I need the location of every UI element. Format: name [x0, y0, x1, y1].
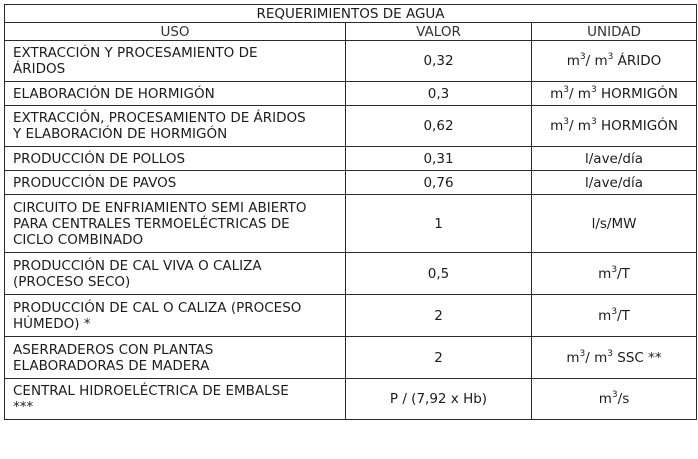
table-row: [5, 195, 697, 253]
cell-uso: [5, 337, 346, 379]
table-row: [5, 379, 697, 420]
cell-unidad: [532, 337, 697, 379]
unidad-pre: m: [598, 307, 612, 324]
table-row: [5, 147, 697, 171]
unidad-sup2: 3: [607, 348, 613, 359]
unidad-pre: m: [550, 118, 564, 134]
table-title: REQUERIMIENTOS DE AGUA: [5, 5, 697, 23]
cell-uso: [5, 82, 346, 106]
table-row: [5, 171, 697, 195]
unidad-post: / m: [568, 85, 591, 102]
cell-valor: 0,62: [346, 106, 532, 147]
cell-uso: [5, 41, 346, 82]
uso-line: ELABORADORAS DE MADERA: [13, 357, 210, 374]
uso-line: CICLO COMBINADO: [13, 231, 144, 248]
cell-uso: [5, 253, 346, 295]
table-row: [5, 253, 697, 295]
cell-unidad: [532, 171, 697, 195]
unidad-sup2: 3: [590, 84, 597, 95]
uso-line: CENTRAL HIDROELÉCTRICA DE EMBALSE: [13, 383, 289, 399]
unidad-post: / m: [568, 118, 591, 134]
unidad-post: / m: [585, 53, 608, 69]
unidad-pre: m: [598, 391, 612, 407]
water-requirements-table: [4, 4, 697, 420]
unidad-pre: l/ave/día: [585, 150, 644, 167]
cell-unidad: [532, 106, 697, 147]
unidad-sup2: 3: [590, 117, 597, 127]
unidad-pre: l/ave/día: [585, 174, 644, 191]
unidad-sup: 3: [563, 84, 569, 95]
cell-valor: 1: [346, 195, 532, 253]
uso-line: EXTRACCIÓN Y PROCESAMIENTO DE: [13, 45, 258, 61]
unidad-sup: 3: [611, 306, 618, 317]
cell-valor: P / (7,92 x Hb): [346, 379, 532, 420]
uso-line: PARA CENTRALES TERMOELÉCTRICAS DE: [13, 215, 290, 232]
unidad-post2: HORMIGÓN: [596, 85, 678, 102]
unidad-post2: SSC **: [612, 349, 662, 366]
unidad-post: /s: [617, 391, 630, 407]
cell-valor: 0,31: [346, 147, 532, 171]
unidad-sup: 3: [563, 117, 569, 127]
unidad-pre: m: [566, 53, 580, 69]
uso-line: PRODUCCIÓN DE POLLOS: [13, 150, 186, 167]
unidad-pre: m: [598, 265, 612, 282]
cell-valor: 0,32: [346, 41, 532, 82]
table-row: [5, 337, 697, 379]
cell-unidad: [532, 147, 697, 171]
cell-uso: [5, 295, 346, 337]
cell-unidad: [532, 379, 697, 420]
unidad-sup: 3: [579, 348, 586, 359]
unidad-post2: ÁRIDO: [613, 53, 662, 69]
header-valor: VALOR: [346, 23, 532, 41]
cell-valor: 2: [346, 295, 532, 337]
cell-unidad: [532, 82, 697, 106]
unidad-sup: 3: [579, 52, 586, 62]
unidad-pre: m: [566, 349, 580, 366]
cell-uso: [5, 106, 346, 147]
cell-uso: [5, 171, 346, 195]
cell-valor: 0,5: [346, 253, 532, 295]
uso-line: ASERRADEROS CON PLANTAS: [13, 341, 214, 358]
unidad-post: /T: [617, 307, 630, 324]
uso-line: ELABORACIÓN DE HORMIGÓN: [13, 85, 215, 102]
table-row: [5, 106, 697, 147]
table-body: [5, 41, 697, 420]
cell-unidad: [532, 295, 697, 337]
uso-line: Y ELABORACIÓN DE HORMIGÓN: [13, 126, 228, 142]
cell-uso: [5, 195, 346, 253]
unidad-sup: 3: [611, 390, 618, 400]
header-uso: USO: [5, 23, 346, 41]
unidad-post: /T: [617, 265, 630, 282]
unidad-pre: l/s/MW: [591, 215, 637, 232]
uso-line: CIRCUITO DE ENFRIAMIENTO SEMI ABIERTO: [13, 199, 307, 216]
cell-unidad: [532, 41, 697, 82]
uso-line: PRODUCCIÓN DE PAVOS: [13, 174, 177, 191]
unidad-sup2: 3: [607, 52, 614, 62]
cell-unidad: [532, 253, 697, 295]
header-unidad: UNIDAD: [532, 23, 697, 41]
cell-unidad: [532, 195, 697, 253]
table-row: [5, 41, 697, 82]
unidad-pre: m: [550, 85, 564, 102]
cell-valor: 0,76: [346, 171, 532, 195]
uso-line: (PROCESO SECO): [13, 273, 131, 290]
cell-uso: [5, 379, 346, 420]
table-row: [5, 82, 697, 106]
unidad-sup: 3: [611, 264, 618, 275]
uso-line: PRODUCCIÓN DE CAL O CALIZA (PROCESO: [13, 299, 302, 316]
uso-line: EXTRACCIÓN, PROCESAMIENTO DE ÁRIDOS: [13, 110, 306, 126]
table-row: [5, 295, 697, 337]
unidad-post2: HORMIGÓN: [596, 118, 678, 134]
unidad-post: / m: [585, 349, 608, 366]
cell-uso: [5, 147, 346, 171]
uso-line: ***: [13, 399, 34, 415]
cell-valor: 0,3: [346, 82, 532, 106]
uso-line: PRODUCCIÓN DE CAL VIVA O CALIZA: [13, 257, 262, 274]
cell-valor: 2: [346, 337, 532, 379]
uso-line: ÁRIDOS: [13, 61, 66, 77]
uso-line: HÚMEDO) *: [13, 315, 91, 332]
